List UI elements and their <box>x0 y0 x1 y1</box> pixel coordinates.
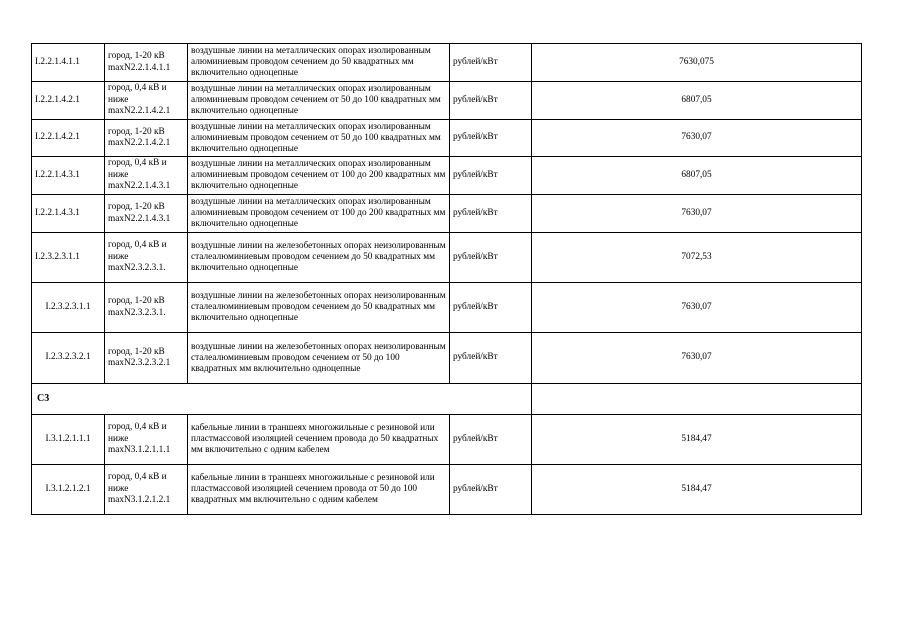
row-category: город, 0,4 кВ и ниже maxN2.3.2.3.1. <box>105 233 188 283</box>
row-value: 6807,05 <box>532 82 862 120</box>
row-description: кабельные линии в траншеях многожильные с резиновой или пластмассовой изоляцией сечением провода до 50 квадратных мм включительно с одним кабелем <box>188 415 450 465</box>
row-value: 7630,075 <box>532 44 862 82</box>
row-code: I.2.2.1.4.2.1 <box>32 82 105 120</box>
table-row <box>32 233 862 283</box>
row-value: 7630,07 <box>532 283 862 333</box>
row-description: воздушные линии на железобетонных опорах неизолированным сталеалюминиевым проводом сечением до 50 квадратных мм включительно одноцепные <box>188 233 450 283</box>
row-unit: рублей/кВт <box>450 157 532 195</box>
row-code: I.2.2.1.4.3.1 <box>32 157 105 195</box>
row-unit: рублей/кВт <box>450 283 532 333</box>
section-label: С3 <box>32 384 532 415</box>
table-row <box>32 415 862 465</box>
row-code: I.2.2.1.4.2.1 <box>32 120 105 157</box>
table-row <box>32 44 862 82</box>
row-unit: рублей/кВт <box>450 415 532 465</box>
tariff-table <box>31 43 862 515</box>
row-code: I.2.2.1.4.3.1 <box>32 195 105 233</box>
section-empty-cell <box>532 384 862 415</box>
row-value: 7630,07 <box>532 120 862 157</box>
row-code: I.2.3.2.3.1.1 <box>32 283 105 333</box>
table-row <box>32 333 862 384</box>
row-value: 7630,07 <box>532 195 862 233</box>
row-value: 7630,07 <box>532 333 862 384</box>
row-unit: рублей/кВт <box>450 233 532 283</box>
table-row <box>32 82 862 120</box>
section-row <box>32 384 862 415</box>
row-category: город, 1-20 кВ maxN2.3.2.3.2.1 <box>105 333 188 384</box>
row-description: воздушные линии на железобетонных опорах неизолированным сталеалюминиевым проводом сечением от 50 до 100 квадратных мм включительно одноцепные <box>188 333 450 384</box>
row-category: город, 0,4 кВ и ниже maxN3.1.2.1.1.1 <box>105 415 188 465</box>
row-code: I.3.1.2.1.2.1 <box>32 465 105 515</box>
row-value: 5184,47 <box>532 415 862 465</box>
row-description: воздушные линии на металлических опорах изолированным алюминиевым проводом сечением от 50 до 100 квадратных мм включительно одноцепные <box>188 82 450 120</box>
row-unit: рублей/кВт <box>450 120 532 157</box>
row-description: воздушные линии на металлических опорах изолированным алюминиевым проводом сечением до 50 квадратных мм включительно одноцепные <box>188 44 450 82</box>
row-description: воздушные линии на металлических опорах изолированным алюминиевым проводом сечением от 100 до 200 квадратных мм включительно одноцепные <box>188 157 450 195</box>
table-row <box>32 283 862 333</box>
row-unit: рублей/кВт <box>450 195 532 233</box>
table-row <box>32 465 862 515</box>
row-category: город, 1-20 кВ maxN2.3.2.3.1. <box>105 283 188 333</box>
row-category: город, 0,4 кВ и ниже maxN3.1.2.1.2.1 <box>105 465 188 515</box>
row-description: воздушные линии на металлических опорах изолированным алюминиевым проводом сечением от 50 до 100 квадратных мм включительно одноцепные <box>188 120 450 157</box>
row-value: 5184,47 <box>532 465 862 515</box>
row-description: воздушные линии на железобетонных опорах неизолированным сталеалюминиевым проводом сечением до 50 квадратных мм включительно одноцепные <box>188 283 450 333</box>
row-code: I.2.3.2.3.2.1 <box>32 333 105 384</box>
row-unit: рублей/кВт <box>450 465 532 515</box>
row-unit: рублей/кВт <box>450 82 532 120</box>
row-category: город, 1-20 кВ maxN2.2.1.4.2.1 <box>105 120 188 157</box>
row-category: город, 1-20 кВ maxN2.2.1.4.1.1 <box>105 44 188 82</box>
table-row <box>32 120 862 157</box>
row-category: город, 0,4 кВ и ниже maxN2.2.1.4.2.1 <box>105 82 188 120</box>
table-row <box>32 195 862 233</box>
table-row <box>32 157 862 195</box>
row-category: город, 0,4 кВ и ниже maxN2.2.1.4.3.1 <box>105 157 188 195</box>
row-unit: рублей/кВт <box>450 333 532 384</box>
row-code: I.2.3.2.3.1.1 <box>32 233 105 283</box>
row-category: город, 1-20 кВ maxN2.2.1.4.3.1 <box>105 195 188 233</box>
row-value: 6807,05 <box>532 157 862 195</box>
row-unit: рублей/кВт <box>450 44 532 82</box>
row-code: I.3.1.2.1.1.1 <box>32 415 105 465</box>
row-description: кабельные линии в траншеях многожильные с резиновой или пластмассовой изоляцией сечением провода от 50 до 100 квадратных мм включительно с одним кабелем <box>188 465 450 515</box>
row-code: I.2.2.1.4.1.1 <box>32 44 105 82</box>
row-value: 7072,53 <box>532 233 862 283</box>
row-description: воздушные линии на металлических опорах изолированным алюминиевым проводом сечением от 100 до 200 квадратных мм включительно одноцепные <box>188 195 450 233</box>
